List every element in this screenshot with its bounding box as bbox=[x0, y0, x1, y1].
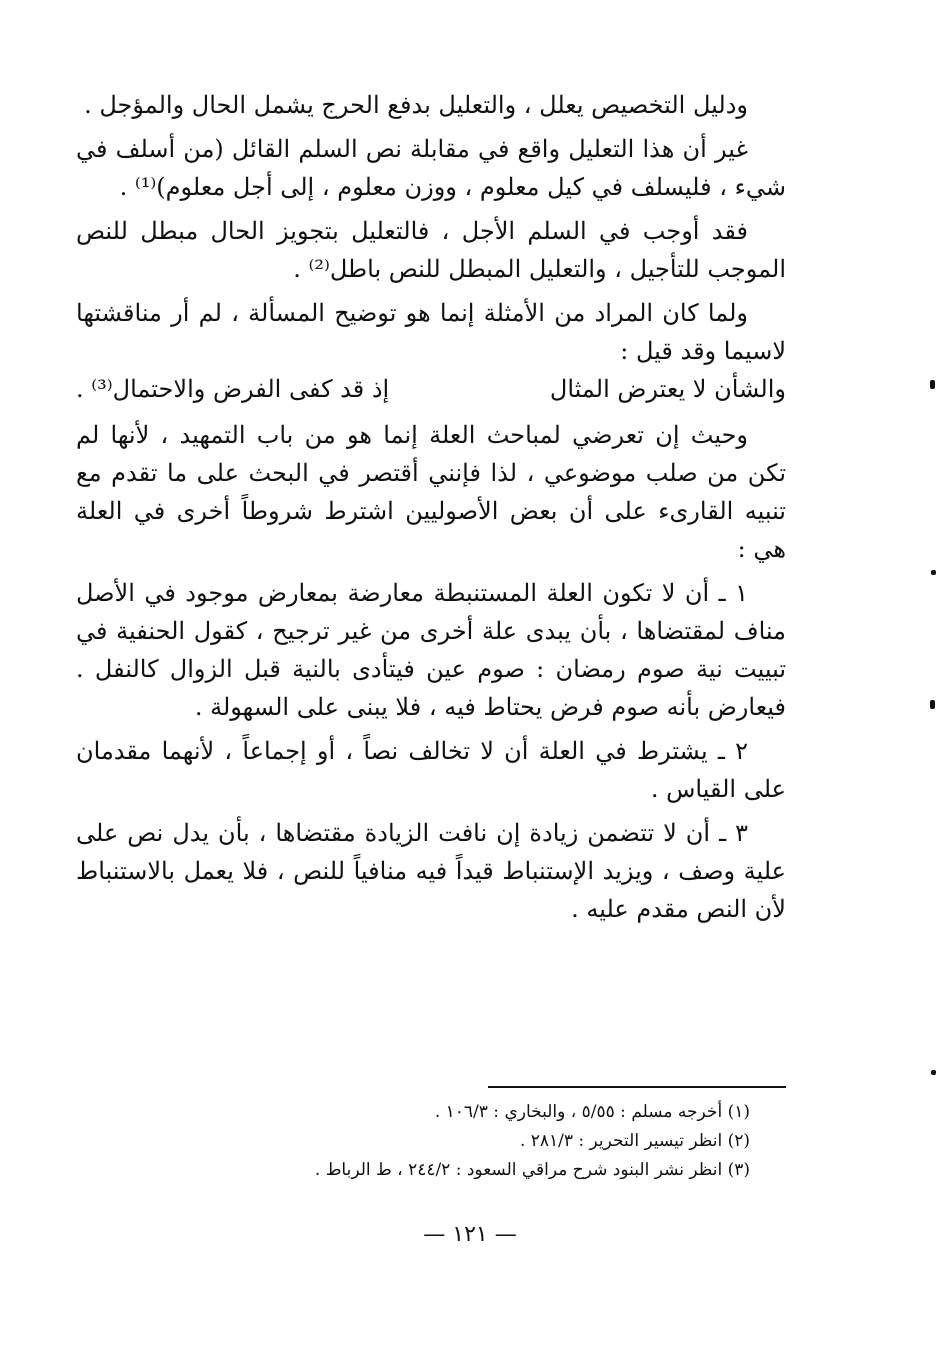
footnote: (٣) انظر نشر البنود شرح مراقي السعود : ٢٤٤/٢ ، ط الرباط . bbox=[314, 1160, 750, 1180]
page-number: — ١٢١ — bbox=[423, 1222, 517, 1247]
footnote: (٢) انظر تيسير التحرير : ٢٨١/٣ . bbox=[519, 1131, 750, 1151]
numbered-condition: ٢ ـ يشترط في العلة أن لا تخالف نصاً ، أو إجماعاً ، لأنهما مقدمان على القياس . bbox=[76, 737, 786, 803]
scan-margin-mark bbox=[930, 380, 935, 389]
scan-margin-mark bbox=[930, 700, 935, 709]
paragraph: غير أن هذا التعليل واقع في مقابلة نص السلم القائل (من أسلف في شيء ، فليسلف في كيل معلوم ، ووزن معلوم ، إلى أجل معلوم)⁽¹⁾ . bbox=[76, 135, 786, 201]
numbered-condition: ٣ ـ أن لا تتضمن زيادة إن نافت الزيادة مقتضاها ، بأن يدل نص على علية وصف ، ويزيد الإستنباط قيداً فيه منافياً للنص ، فلا يعمل بالاستنباط لأن النص مقدم عليه . bbox=[76, 819, 786, 923]
poetry-verse bbox=[76, 370, 786, 408]
footnote-separator bbox=[488, 1086, 786, 1088]
paragraph: وحيث إن تعرضي لمباحث العلة إنما هو من باب التمهيد ، لأنها لم تكن من صلب موضوعي ، لذا فإنني أقتصر في البحث على ما تقدم مع تنبيه القارىء على أن بعض الأصوليين اشترط شروطاً أخرى في العلة هي : bbox=[76, 421, 786, 563]
scan-margin-mark bbox=[931, 1070, 936, 1075]
paragraph: ولما كان المراد من الأمثلة إنما هو توضيح المسألة ، لم أر مناقشتها لاسيما وقد قيل : bbox=[76, 299, 786, 365]
numbered-condition: ١ ـ أن لا تكون العلة المستنبطة معارضة بمعارض موجود في الأصل مناف لمقتضاها ، بأن يبدى علة أخرى من غير ترجيح ، كقول الحنفية في تبييت نية صوم رمضان : صوم عين فيتأدى بالنية قبل الزوال كالنفل . فيعارض بأنه صوم فرض يحتاط فيه ، فلا يبنى على السهولة . bbox=[76, 579, 786, 721]
paragraph: فقد أوجب في السلم الأجل ، فالتعليل بتجويز الحال مبطل للنص الموجب للتأجيل ، والتعليل المبطل للنص باطل⁽²⁾ . bbox=[76, 217, 786, 283]
footnotes bbox=[300, 1098, 750, 1185]
main-text bbox=[76, 86, 786, 934]
verse-second-hemistich: إذ قد كفى الفرض والاحتمال⁽³⁾ . bbox=[76, 375, 390, 403]
footnote: (١) أخرجه مسلم : ٥/٥٥ ، والبخاري : ١٠٦/٣ . bbox=[434, 1102, 750, 1122]
verse-first-hemistich: والشأن لا يعترض المثال bbox=[549, 375, 786, 403]
paragraph: ودليل التخصيص يعلل ، والتعليل بدفع الحرج يشمل الحال والمؤجل . bbox=[84, 91, 748, 119]
scan-margin-mark bbox=[931, 570, 936, 575]
